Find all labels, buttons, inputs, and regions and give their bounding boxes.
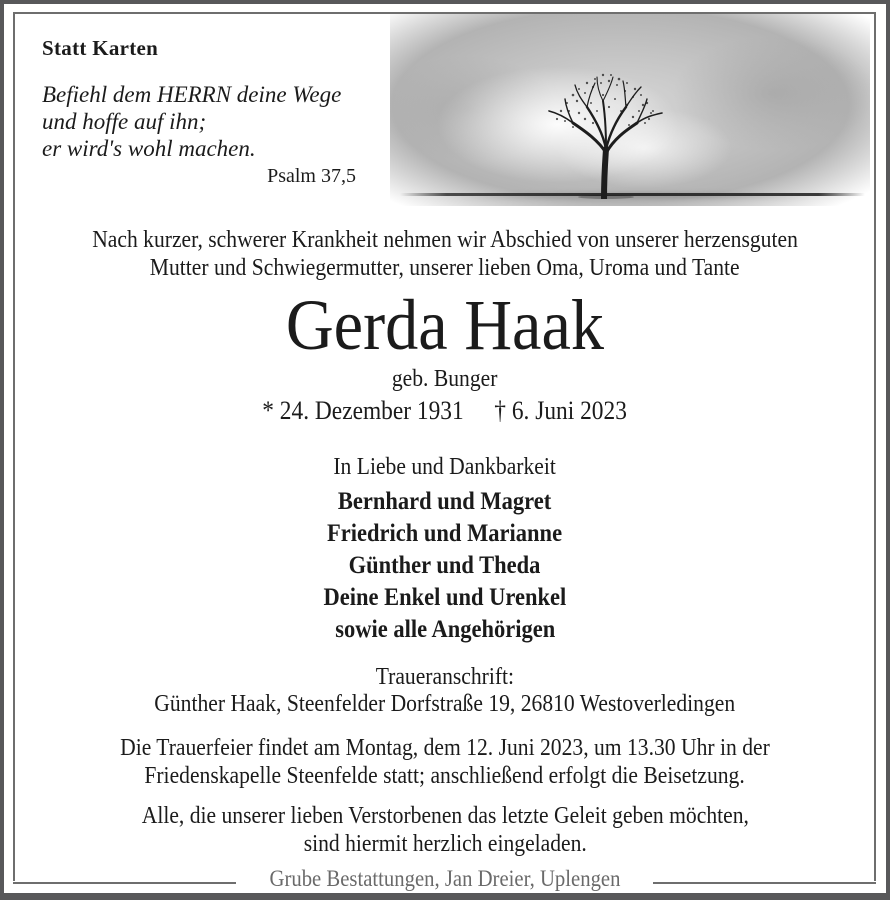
- divider-line-left: [13, 882, 236, 884]
- tree-landscape-artwork: [390, 12, 870, 206]
- mourner-line: Günther und Theda: [349, 552, 541, 579]
- birth-date: * 24. Dezember 1931: [262, 396, 465, 425]
- verse-line-3: er wird's wohl machen.: [42, 136, 256, 161]
- invitation-line-2: sind hiermit herzlich eingeladen.: [303, 831, 587, 857]
- invitation-text: [0, 802, 890, 858]
- intro-line-1: Nach kurzer, schwerer Krankheit nehmen wir Abschied von unserer herzensguten: [92, 227, 798, 253]
- verse-line-2: und hoffe auf ihn;: [42, 109, 207, 134]
- bible-verse: [42, 81, 356, 162]
- header-block: [42, 36, 356, 188]
- ceremony-line-1: Die Trauerfeier findet am Montag, dem 12. Juni 2023, um 13.30 Uhr in der: [120, 735, 770, 761]
- verse-line-1: Befiehl dem HERRN deine Wege: [42, 82, 342, 107]
- mourning-address: Günther Haak, Steenfelder Dorfstraße 19, 26810 Westoverledingen: [154, 691, 736, 717]
- statt-karten-label: Statt Karten: [42, 36, 159, 60]
- death-date: † 6. Juni 2023: [494, 396, 628, 425]
- mourner-line: Friedrich und Marianne: [327, 520, 563, 547]
- intro-line-2: Mutter und Schwiegermutter, unserer lieben Oma, Uroma und Tante: [150, 255, 740, 281]
- notice-body: [0, 226, 890, 858]
- maiden-name: geb. Bunger: [392, 366, 498, 392]
- mourner-line: Deine Enkel und Urenkel: [323, 584, 567, 611]
- ceremony-line-2: Friedenskapelle Steenfelde statt; anschließend erfolgt die Beisetzung.: [144, 763, 746, 789]
- ceremony-info: [0, 734, 890, 790]
- life-dates: [0, 396, 890, 426]
- divider-line-right: [653, 882, 876, 884]
- mourner-line: sowie alle Angehörigen: [335, 616, 555, 643]
- bare-tree-icon: [521, 49, 691, 199]
- mourning-address-label: Traueranschrift:: [375, 664, 515, 690]
- invitation-line-1: Alle, die unserer lieben Verstorbenen das letzte Geleit geben möchten,: [141, 803, 749, 829]
- tribute-line: In Liebe und Dankbarkeit: [333, 454, 557, 480]
- verse-source: Psalm 37,5: [267, 165, 356, 187]
- deceased-name: Gerda Haak: [285, 285, 605, 365]
- imprint: [13, 867, 876, 891]
- funeral-home-credit: Grube Bestattungen, Jan Dreier, Uplengen: [269, 866, 620, 891]
- mourner-line: Bernhard und Magret: [338, 488, 552, 515]
- mourners-list: [0, 486, 890, 646]
